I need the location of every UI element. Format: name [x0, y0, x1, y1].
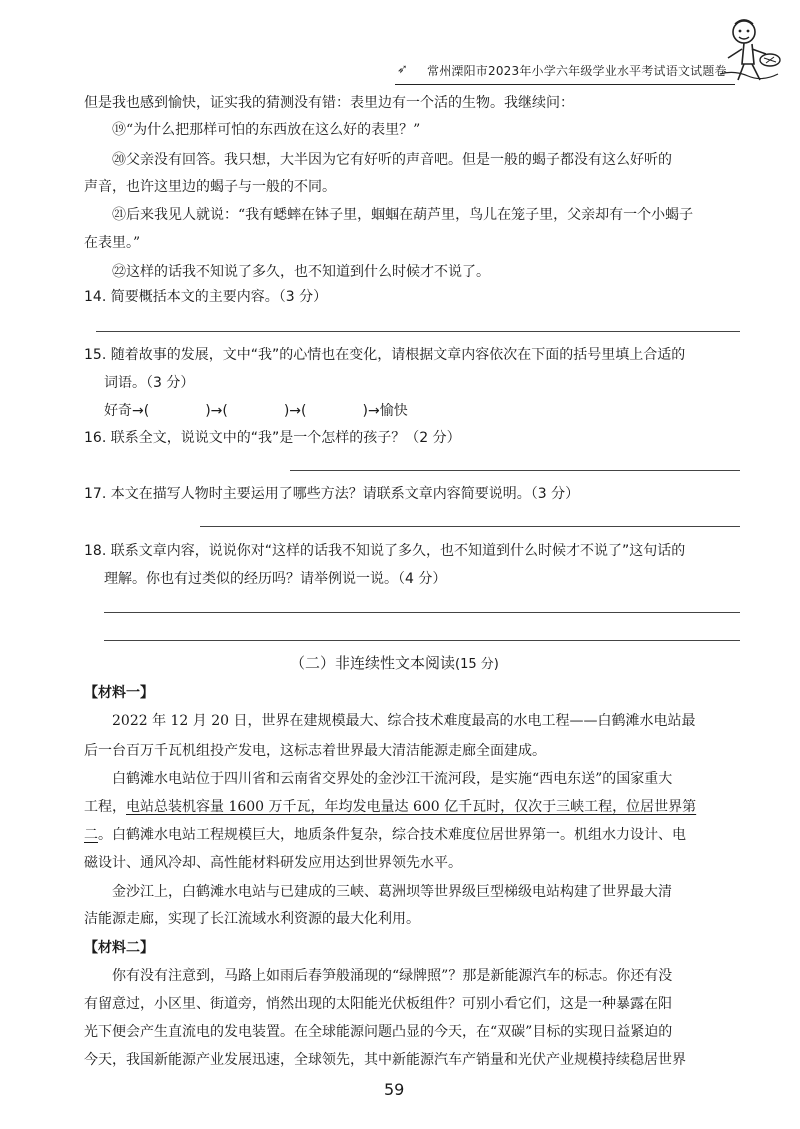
page-header [395, 50, 735, 85]
answer-line-16[interactable] [290, 470, 740, 471]
material-1-line: 后一台百万千瓦机组投产发电，这标志着世界最大清洁能源走廊全面建成。 [84, 743, 546, 759]
question-15: 15. 随着故事的发展，文中“我”的心情也在变化，请根据文章内容依次在下面的括号里填上合适的 [84, 347, 686, 363]
question-15-blanks[interactable]: 好奇→( )→( )→( )→愉快 [104, 403, 408, 419]
paragraph-22: ㉒这样的话我不知说了多久，也不知道到什么时候才不说了。 [112, 264, 490, 280]
material-1-line: 2022 年 12 月 20 日，世界在建规模最大、综合技术难度最高的水电工程——白鹤滩水电站最 [112, 713, 696, 729]
material-2-label: 【材料二】 [84, 940, 154, 956]
material-1-line: 白鹤滩水电站位于四川省和云南省交界处的金沙江干流河段，是实施“西电东送”的国家重大 [112, 771, 673, 787]
material-1-line: 磁设计、通风冷却、高性能材料研发应用达到世界领先水平。 [84, 855, 462, 871]
answer-line-14[interactable] [96, 331, 740, 332]
answer-line-17[interactable] [200, 526, 740, 527]
arrow-icon: ➶ [397, 62, 408, 77]
question-16: 16. 联系全文，说说文中的“我”是一个怎样的孩子？（2 分） [84, 430, 461, 446]
answer-line-18a[interactable] [104, 612, 740, 613]
material-2-line: 光下便会产生直流电的发电装置。在全球能源问题凸显的今天，在“双碳”目标的实现日益紧迫的 [84, 1024, 673, 1040]
question-18: 18. 联系文章内容，说说你对“这样的话我不知说了多久，也不知道到什么时候才不说了”这句话的 [84, 543, 686, 559]
passage-line: 但是我也感到愉快，证实我的猜测没有错：表里边有一个活的生物。我继续问： [84, 95, 574, 111]
section-title [290, 652, 499, 673]
material-1-text: 工程， [84, 799, 126, 815]
paragraph-20: ⑳父亲没有回答。我只想，大半因为它有好听的声音吧。但是一般的蝎子都没有这么好听的 [112, 152, 672, 168]
page-number: 59 [384, 1080, 405, 1099]
paragraph-21: ㉑后来我见人就说：“我有蟋蟀在钵子里，蝈蝈在葫芦里，鸟儿在笼子里，父亲却有一个小蝎子 [112, 207, 694, 223]
question-14: 14. 简要概括本文的主要内容。（3 分） [84, 289, 328, 305]
header-title: 常州溧阳市2023年小学六年级学业水平考试语文试题卷 [427, 64, 727, 78]
paragraph-21-cont: 在表里。” [84, 235, 141, 251]
question-15-cont: 词语。（3 分） [104, 375, 195, 391]
material-1-line: 洁能源走廊，实现了长江流域水利资源的最大化利用。 [84, 911, 420, 927]
material-1-line [84, 825, 686, 845]
underlined-text: 电站总装机容量 1600 万千瓦，年均发电量达 600 亿千瓦时，仅次于三峡工程，位居世界第 [126, 799, 697, 815]
material-2-line: 你有没有注意到，马路上如雨后春笋般涌现的“绿牌照”？那是新能源汽车的标志。你还有没 [112, 968, 673, 984]
section-points: (15 分) [455, 657, 499, 672]
question-18-cont: 理解。你也有过类似的经历吗？请举例说一说。（4 分） [104, 571, 447, 587]
cartoon-mascot-icon [714, 14, 784, 86]
material-2-line: 今天，我国新能源产业发展迅速，全球领先，其中新能源汽车产销量和光伏产业规模持续稳居世界 [84, 1052, 686, 1068]
underlined-text: 二 [84, 827, 98, 843]
paragraph-19: ⑲“为什么把那样可怕的东西放在这么好的表里？” [112, 122, 421, 138]
material-2-line: 有留意过，小区里、街道旁，悄然出现的太阳能光伏板组件？可别小看它们，这是一种暴露在阳 [84, 996, 672, 1012]
answer-line-18b[interactable] [104, 640, 740, 641]
section-title-text: （二）非连续性文本阅读 [290, 654, 456, 672]
material-1-line: 金沙江上，白鹤滩水电站与已建成的三峡、葛洲坝等世界级巨型梯级电站构建了世界最大清 [112, 884, 672, 900]
material-1-label: 【材料一】 [84, 685, 154, 701]
material-1-text: 。白鹤滩水电站工程规模巨大，地质条件复杂，综合技术难度位居世界第一。机组水力设计、电 [98, 827, 686, 843]
paragraph-20-cont: 声音，也许这里边的蝎子与一般的不同。 [84, 179, 336, 195]
question-17: 17. 本文在描写人物时主要运用了哪些方法？请联系文章内容简要说明。（3 分） [84, 486, 580, 502]
material-1-line [84, 797, 696, 817]
